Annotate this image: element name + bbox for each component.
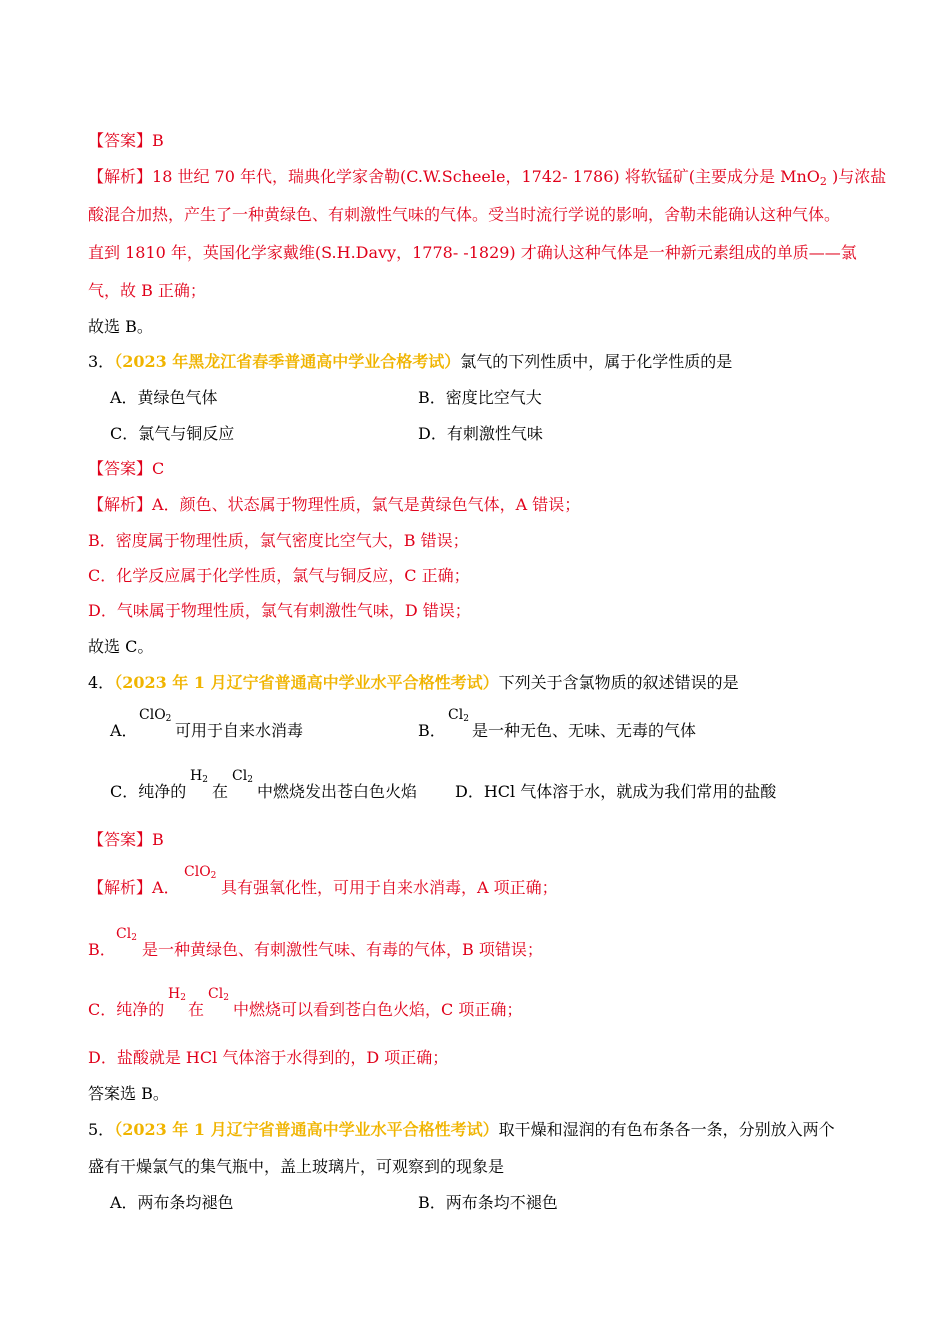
q4-choose: 答案选 B。 <box>88 1084 169 1103</box>
formula-cl2: $Cl_2$ <box>232 768 253 785</box>
formula-clo2: ClO$_2$ <box>184 864 217 881</box>
q3-answer: 【答案】C <box>88 459 165 478</box>
q3-choose: 故选 C。 <box>88 637 154 656</box>
q3-explanation-line3: C．化学反应属于化学性质，氯气与铜反应，C 正确； <box>88 566 470 585</box>
q5-option-b[interactable]: B．两布条均不褪色 <box>418 1193 558 1212</box>
formula-h2: $H_2$ <box>168 986 186 1003</box>
q3-explanation-line4: D．气味属于物理性质，氯气有刺激性气味，D 错误； <box>88 601 471 620</box>
q3-explanation-line2: B．密度属于物理性质，氯气密度比空气大，B 错误； <box>88 531 469 550</box>
explanation-prev-line3: 直到 1810 年，英国化学家戴维(S.H.Davy，1778- -1829) 才确认这种气体是一种新元素组成的单质——氯 <box>88 243 857 262</box>
formula-cl2: $Cl_2$ <box>208 986 229 1003</box>
q3-option-d[interactable]: D．有刺激性气味 <box>418 424 543 443</box>
question-4-source: （2023 年 1 月辽宁省普通高中学业水平合格性考试） <box>114 673 499 692</box>
q4-option-d[interactable]: D．HCl 气体溶于水，就成为我们常用的盐酸 <box>455 782 777 801</box>
explanation-prev-line2: 酸混合加热，产生了一种黄绿色、有刺激性气味的气体。受当时流行学说的影响，舍勒未能确认这种气体。 <box>88 205 841 224</box>
formula-clo2: ClO$_2$ <box>139 707 172 724</box>
q3-explanation-line1: 【解析】A．颜色、状态属于物理性质，氯气是黄绿色气体，A 错误； <box>88 495 581 514</box>
q5-option-a[interactable]: A．两布条均褪色 <box>110 1193 234 1212</box>
question-4-stem: 4．（2023 年 1 月辽宁省普通高中学业水平合格性考试）下列关于含氯物质的叙述错误的是 <box>88 673 739 692</box>
question-5-stem-line1: 5．（2023 年 1 月辽宁省普通高中学业水平合格性考试）取干燥和湿润的有色布条各一条，分别放入两个 <box>88 1120 835 1139</box>
q4-explanation-line4: D．盐酸就是 HCl 气体溶于水得到的，D 项正确； <box>88 1048 449 1067</box>
formula-cl2: $Cl_2$ <box>116 926 137 943</box>
question-5-stem-line2: 盛有干燥氯气的集气瓶中，盖上玻璃片，可观察到的现象是 <box>88 1157 505 1176</box>
formula-h2: $H_2$ <box>190 768 208 785</box>
formula-cl2: $Cl_2$ <box>448 707 469 724</box>
explanation-prev-line4: 气，故 B 正确； <box>88 281 206 300</box>
question-5-source: （2023 年 1 月辽宁省普通高中学业水平合格性考试） <box>114 1120 499 1139</box>
question-3-stem: 3．（2023 年黑龙江省春季普通高中学业合格考试）氯气的下列性质中，属于化学性质的是 <box>88 352 733 371</box>
explanation-prev-line1: 【解析】18 世纪 70 年代，瑞典化学家舍勒(C.W.Scheele，1742- 1786) 将软锰矿(主要成分是 MnO$_2$ )与浓盐 <box>88 167 887 188</box>
explanation-label: 【解析】 <box>88 167 153 186</box>
q3-option-a[interactable]: A．黄绿色气体 <box>110 388 218 407</box>
q3-option-c[interactable]: C．氯气与铜反应 <box>110 424 235 443</box>
answer-prev: 【答案】B <box>88 131 164 150</box>
question-3-source: （2023 年黑龙江省春季普通高中学业合格考试） <box>114 352 461 371</box>
choose-prev: 故选 B。 <box>88 317 153 336</box>
q4-answer: 【答案】B <box>88 830 164 849</box>
q3-option-b[interactable]: B．密度比空气大 <box>418 388 542 407</box>
